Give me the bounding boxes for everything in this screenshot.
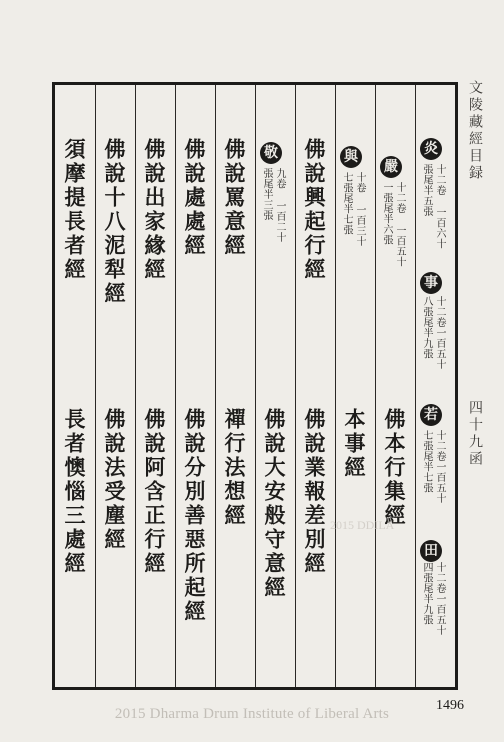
- sutra-title: 長者懊惱三處經: [62, 408, 87, 576]
- column-rule: [295, 85, 296, 687]
- volume-note: 四張尾半九張: [421, 562, 432, 625]
- column-rule: [175, 85, 176, 687]
- seal-character: 敬: [260, 142, 282, 164]
- column-rule: [415, 85, 416, 687]
- sutra-title: 佛說罵意經: [222, 138, 247, 258]
- volume-note: 十二卷 一百五十: [394, 182, 405, 267]
- sutra-title: 須摩提長者經: [62, 138, 87, 282]
- column-rule: [135, 85, 136, 687]
- center-watermark: 2015 DDILA: [330, 518, 395, 532]
- volume-note: 七張尾半七張: [421, 430, 432, 493]
- margin-volume: 四十九函: [467, 400, 483, 468]
- seal-character: 若: [420, 404, 442, 426]
- sutra-title: 佛說法受塵經: [102, 408, 127, 552]
- column-rule: [335, 85, 336, 687]
- seal-character: 炎: [420, 138, 442, 160]
- volume-note: 十卷 一百三十: [354, 172, 365, 247]
- volume-note: 十二卷一百五十: [434, 430, 445, 504]
- column-rule: [255, 85, 256, 687]
- sutra-title: 佛說出家緣經: [142, 138, 167, 282]
- page-number: 1496: [436, 698, 464, 713]
- seal-character: 田: [420, 540, 442, 562]
- margin-title: 文陵藏經目録: [467, 80, 483, 182]
- sutra-title: 佛本行集經: [382, 408, 407, 528]
- volume-note: 十二卷 一百六十: [434, 164, 445, 249]
- sutra-title: 佛說大安般守意經: [262, 408, 287, 600]
- volume-note: 十二卷一百五十: [434, 562, 445, 636]
- sutra-title: 禪行法想經: [222, 408, 247, 528]
- volume-note: 十二卷一百五十: [434, 296, 445, 370]
- column-rule: [375, 85, 376, 687]
- volume-note: 九卷 一百二十: [274, 168, 285, 243]
- sutra-title: 佛說十八泥犁經: [102, 138, 127, 306]
- volume-note: 七張尾半七張: [341, 172, 352, 235]
- volume-note: 張尾半五張: [421, 164, 432, 217]
- column-rule: [95, 85, 96, 687]
- footer-watermark: 2015 Dharma Drum Institute of Liberal Arts: [114, 706, 390, 722]
- sutra-title: 佛說興起行經: [302, 138, 327, 282]
- volume-note: 張尾半三張: [261, 168, 272, 221]
- column-rule: [215, 85, 216, 687]
- sutra-title: 佛說處處經: [182, 138, 207, 258]
- sutra-title: 本事經: [342, 408, 367, 480]
- sutra-title: 佛說分別善惡所起經: [182, 408, 207, 624]
- volume-note: 一張尾半六張: [381, 182, 392, 245]
- volume-note: 八張尾半九張: [421, 296, 432, 359]
- sutra-title: 佛說業報差別經: [302, 408, 327, 576]
- seal-character: 與: [340, 146, 362, 168]
- sutra-title: 佛說阿含正行經: [142, 408, 167, 576]
- seal-character: 嚴: [380, 156, 402, 178]
- seal-character: 事: [420, 272, 442, 294]
